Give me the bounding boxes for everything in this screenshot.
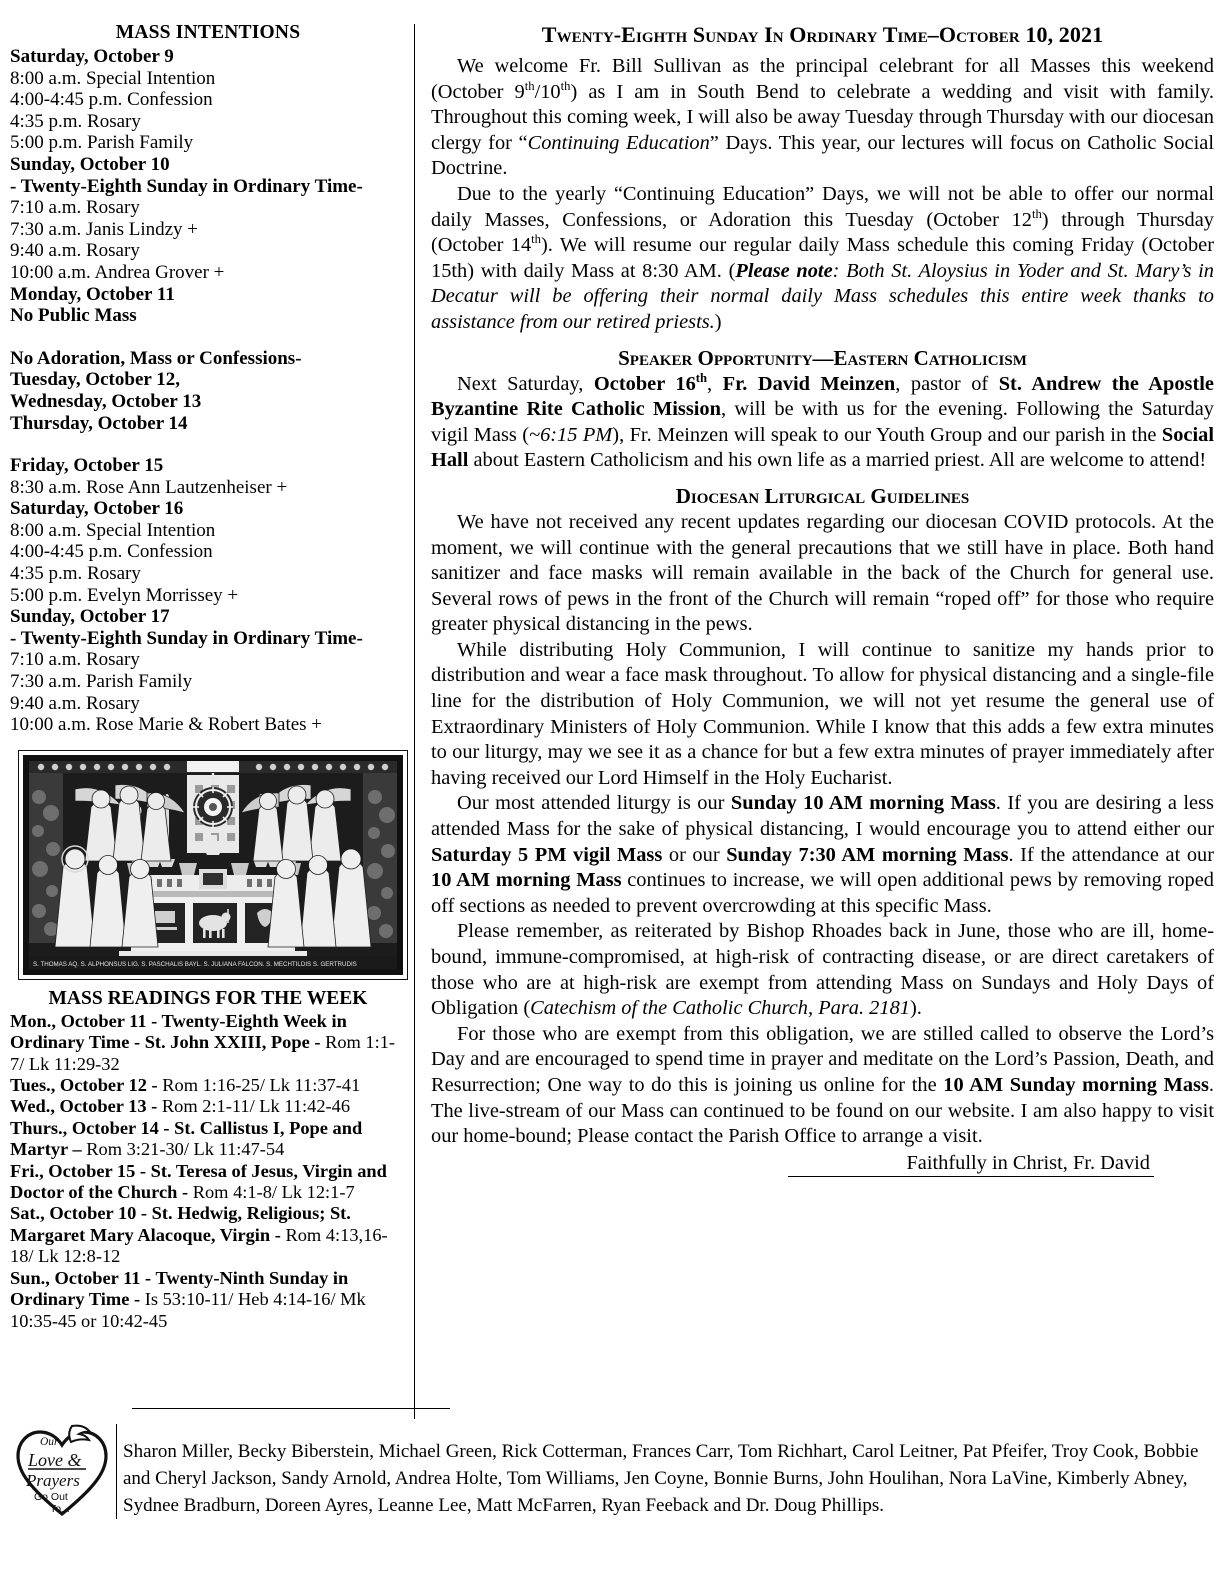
mass-intention-line: Wednesday, October 13 [10,390,202,412]
p1-text-c: ) as I am in South Bend to celebrate a wedding and visit with family. Throughout this coming week, I will also be away Tuesday through Thursday with our diocesan clergy for “ [431,80,1214,154]
guidelines-paragraph-1: We have not received any recent updates regarding our diocesan COVID protocols. At the moment, we will continue with the general precautions that we still have in place. Both hand sanitizer and face masks will remain available in the back of the Church for general use. Several rows of pews in the front of the Church will remain “roped off” for those who require greater physical distancing in the pews. [431,510,1214,636]
engraving-caption-text: S. THOMAS AQ. S. ALPHONSUS LIG. S. PASCHALIS BAYL. S. JULIANA FALCON. S. MECHTILDIS S. GERTRUDIS [33,960,357,968]
logo-line-2: Love & [28,1450,82,1470]
mass-intention-line: 8:00 a.m. Special Intention [10,519,216,541]
continuing-education-italic: Continuing Education [527,131,710,154]
ordinal-th-5: th [695,370,708,385]
prayer-names-line: and Cheryl Jackson, Sandy Arnold, Andrea Holte, Tom Williams, Jen Coyne, Bonnie Burns, John Houlihan, Nora LaVine, Kimberly Abney, [123,1468,1188,1489]
catechism-citation-italic: Catechism of the Catholic Church, Para. 2181 [530,997,910,1020]
mass-reading-entry [10,1075,406,1096]
mass-intention-line: No Adoration, Mass or Confessions- [10,347,302,369]
speaker-opportunity-paragraph [431,372,1214,474]
schedule-spacer [10,434,406,455]
reading-day-label: Sun., October 11 - Twenty-Ninth Sunday in Ordinary Time - [10,1267,349,1310]
g3-text-a: Our most attended liturgy is our [457,792,731,815]
p1-text-d: ” Days. This year, our lectures will focus on Catholic Social Doctrine. [431,131,1214,180]
mass-intention-line: Sunday, October 10 [10,153,170,175]
g3-text-c: . If you are desiring a less attended Mass for the sake of physical distancing, I would encourage you to attend either our [431,792,1214,841]
pastor-signature: Faithfully in Christ, Fr. David [906,1151,1150,1174]
mass-intentions-list [10,46,406,736]
p1-text-a: We welcome Fr. Bill Sullivan as the principal celebrant for all Masses this weekend (October 9 [431,55,1214,103]
mass-intention-line: 4:00-4:45 p.m. Confession [10,89,213,111]
prayer-list-footer [10,1424,1214,1522]
sp-text-f: about Eastern Catholicism and his own life as a married priest. All are welcome to attend! [468,449,1207,472]
guidelines-paragraph-4 [431,919,1214,1021]
reading-scripture-refs: Rom 4:1-8/ Lk 12:1-7 [188,1182,355,1203]
reading-scripture-refs: Rom 1:16-25/ Lk 11:37-41 [157,1075,361,1096]
schedule-spacer [10,327,406,348]
social-hall-bold: Social Hall [431,423,1214,472]
column-divider [414,24,417,1419]
two-column-layout [10,22,1214,1452]
logo-line-1: Our [40,1436,59,1448]
p2-close-paren: ) [714,310,722,333]
pastor-letter-paragraph-1 [431,54,1214,182]
mass-reading-entry [10,1096,406,1117]
vigil-time-italic: ~6:15 PM [529,423,613,446]
ordinal-th-1: th [524,78,535,93]
diocesan-guidelines-heading: Diocesan Liturgical Guidelines [675,483,970,508]
p1-text-b: /10 [534,80,561,103]
ten-am-morning-mass-bold: 10 AM morning Mass [431,869,622,892]
mass-reading-entry [10,1203,406,1267]
love-and-prayers-logo [10,1418,114,1522]
reading-day-label: Wed., October 13 - [10,1096,158,1117]
reading-day-label: Sat., October 10 - St. Hedwig, Religious; St. Margaret Mary Alacoque, Virgin - [10,1203,351,1245]
speaker-name-bold: Fr. David Meinzen [722,372,896,395]
mass-reading-entry [10,1268,406,1332]
mass-reading-entry [10,1161,406,1204]
please-note-bold: Please note [735,259,833,282]
speaker-mission-bold: St. Andrew the Apostle Byzantine Rite Catholic Mission [431,372,1214,421]
mass-intention-line: No Public Mass [10,305,137,327]
sp-text-e: ), Fr. Meinzen will speak to our Youth Group and our parish in the [612,423,1162,446]
mass-intention-line: Saturday, October 16 [10,498,184,520]
sp-text-b: , [707,372,723,395]
g5-text-b: . The live-stream of our Mass can continued to be found on our website. I am also happy to visit our home-bound; Please contact the Parish Office to arrange a visit. [431,1073,1214,1148]
sunday-10am-mass-bold: Sunday 10 AM morning Mass [730,792,996,815]
mass-intention-line: Monday, October 11 [10,283,175,305]
mass-readings-list [10,1011,406,1332]
prayer-names-list [116,1424,1214,1519]
footer-divider-rule [132,1408,450,1409]
engraving-illustration [18,750,408,980]
guidelines-paragraph-2: While distributing Holy Communion, I will continue to sanitize my hands prior to distribution and wear a face mask throughout. To allow for physical distancing and a single-file line for the distribution of Holy Communion, we will not yet resume the general use of Extraordinary Ministers of Holy Communion. While I know that this adds a few extra minutes to our liturgy, may we see it as a chance for but a few extra minutes of prayer immediately after having received our Lord Himself in the Holy Eucharist. [431,638,1214,789]
guidelines-paragraph-5 [431,1022,1214,1150]
mass-intention-line: - Twenty-Eighth Sunday in Ordinary Time- [10,175,363,197]
mass-intention-line: 10:00 a.m. Rose Marie & Robert Bates + [10,714,323,736]
mass-intention-line: 5:00 p.m. Parish Family [10,132,194,154]
mass-intention-line: 5:00 p.m. Evelyn Morrissey + [10,584,239,606]
reading-scripture-refs: Rom 4:13,16-18/ Lk 12:8-12 [10,1224,388,1267]
g3-text-f: continues to increase, we will open additional pews by removing roped off sections as needed to prevent overcrowding at this specific Mass. [431,869,1214,917]
saturday-5pm-vigil-bold: Saturday 5 PM vigil Mass [431,843,663,866]
sunday-730am-mass-bold: Sunday 7:30 AM morning Mass [726,843,1009,866]
reading-day-label: Fri., October 15 - St. Teresa of Jesus, Virgin and Doctor of the Church - [10,1160,387,1203]
mass-intention-line: 7:10 a.m. Rosary [10,649,140,671]
g3-text-d: or our [662,843,727,866]
mass-intention-line: 8:30 a.m. Rose Ann Lautzenheiser + [10,476,288,498]
ordinal-th-4: th [531,232,541,247]
mass-intention-line: 4:35 p.m. Rosary [10,110,141,132]
g4-text-a: Please remember, as reiterated by Bishop Rhoades back in June, those who are ill, home-bound, immune-compromised, at high-risk of contracting disease, or are direct caretakers of those who are at high-risk are exempt from attending Mass on Sundays and Holy Days of Obligation ( [431,920,1214,1020]
mass-intention-line: 4:00-4:45 p.m. Confession [10,541,213,563]
left-column [10,22,414,1332]
please-note-italic: : Both St. Aloysius in Yoder and St. Mary’s in Decatur will be offering their normal daily Mass schedules this entire week thanks to assistance from our retired priests. [431,259,1215,333]
p2-text-a: Due to the yearly “Continuing Education” Days, we will not be able to offer our normal daily Masses, Confessions, or Adoration this Tuesday (October 12 [431,182,1214,231]
p2-text-c: ). We will resume our regular daily Mass schedule this coming Friday (October 15th) with daily Mass at 8:30 AM. ( [431,234,1214,282]
dove-icon [69,1426,90,1442]
speaker-date-bold: October 16th [593,370,708,395]
reading-day-label: Thurs., October 14 - St. Callistus I, Pope and Martyr – [10,1117,363,1160]
mass-readings-heading: MASS READINGS FOR THE WEEK [48,987,368,1009]
sunday-banner-title: Twenty-Eighth Sunday In Ordinary Time–October 10, 2021 [541,22,1104,47]
sp-text-d: , will be with us for the evening. Following the Saturday vigil Mass ( [431,398,1214,446]
mass-intention-line: 4:35 p.m. Rosary [10,563,141,585]
mass-intentions-heading: MASS INTENTIONS [115,22,301,43]
reading-day-label: Tues., October 12 - [10,1075,158,1096]
mass-intention-line: 8:00 a.m. Special Intention [10,67,216,89]
mass-reading-entry [10,1011,406,1075]
mass-intention-line: Sunday, October 17 [10,606,170,628]
prayer-names-line: Sydnee Bradburn, Doreen Ayres, Leanne Lee, Matt McFarren, Ryan Feeback and Dr. Doug Phillips. [123,1495,884,1516]
guidelines-paragraph-3 [431,791,1214,919]
mass-intention-line: Thursday, October 14 [10,412,188,434]
g3-text-e: . If the attendance at our [1008,843,1214,866]
speaker-opportunity-heading: Speaker Opportunity—Eastern Catholicism [618,345,1027,370]
reading-scripture-refs: Rom 3:21-30/ Lk 11:47-54 [81,1139,285,1160]
mass-intention-line: 10:00 a.m. Andrea Grover + [10,261,225,283]
mass-intention-line: 7:30 a.m. Janis Lindzy + [10,218,199,240]
heart-with-dove-icon [10,1418,114,1522]
mass-reading-entry [10,1118,406,1161]
reading-scripture-refs: Rom 1:1-7/ Lk 11:29-32 [10,1032,396,1074]
reading-scripture-refs: Is 53:10-11/ Heb 4:14-16/ Mk 10:35-45 or 10:42-45 [10,1289,366,1331]
logo-line-5: To... [50,1503,70,1515]
ordinal-th-3: th [1031,206,1042,221]
logo-line-3: Prayers [26,1471,80,1490]
eucharistic-adoration-engraving [18,750,406,980]
sp-text-c: , pastor of [895,372,999,395]
g5-text-a: For those who are exempt from this obligation, we are stilled called to observe the Lord’s Day and are encouraged to spend time in prayer and meditate on the Lord’s Passion, Death, and Resurrection; One way to do this is joining us online for the [431,1022,1214,1096]
mass-intention-line: 9:40 a.m. Rosary [10,692,140,714]
p2-text-b: ) through Thursday (October 14 [431,208,1214,257]
prayer-names-line: Sharon Miller, Becky Biberstein, Michael Green, Rick Cotterman, Frances Carr, Tom Richhart, Carol Leitner, Pat Pfeifer, Troy Cook, Bobbie [123,1441,1199,1462]
logo-line-4: Go Out [34,1491,68,1503]
mass-intention-line: 7:30 a.m. Parish Family [10,671,193,693]
reading-scripture-refs: Rom 2:1-11/ Lk 11:42-46 [157,1096,351,1117]
ordinal-th-2: th [560,78,571,93]
mass-intention-line: Tuesday, October 12, [10,369,180,391]
mass-intention-line: - Twenty-Eighth Sunday in Ordinary Time- [10,627,363,649]
pastor-letter-paragraph-2 [431,182,1214,336]
sp-text-a: Next Saturday, [457,372,594,395]
mass-intention-line: 7:10 a.m. Rosary [10,197,140,219]
mass-intention-line: 9:40 a.m. Rosary [10,240,140,262]
g4-text-b: ). [909,997,922,1020]
reading-day-label: Mon., October 11 - Twenty-Eighth Week in Ordinary Time - St. John XXIII, Pope - [10,1010,347,1053]
mass-intention-line: Saturday, October 9 [10,46,174,67]
signature-rule [788,1176,1154,1177]
livestream-mass-bold: 10 AM Sunday morning Mass [943,1073,1209,1096]
mass-intention-line: Friday, October 15 [10,455,164,477]
right-column [423,22,1214,1177]
